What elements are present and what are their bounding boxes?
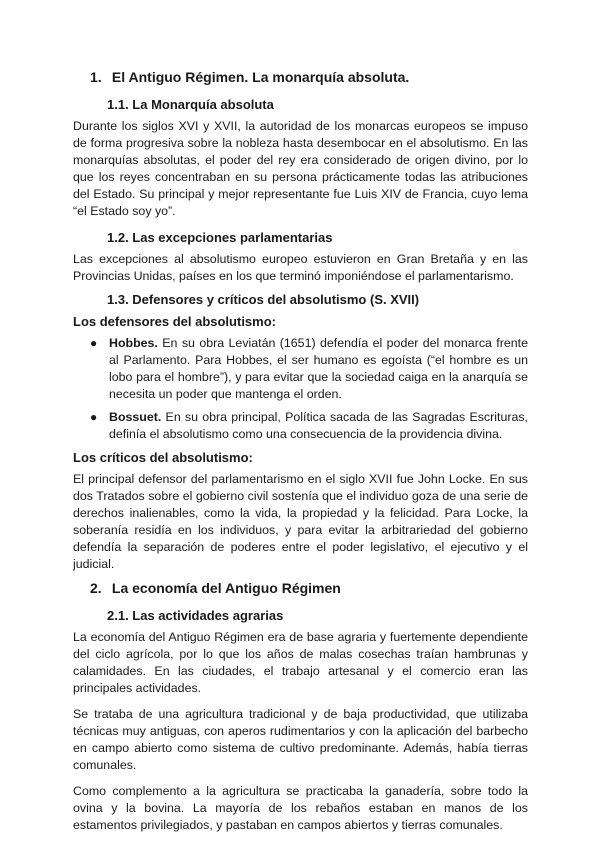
agrarian-paragraph-3: Como complemento a la agricultura se practicaba la ganadería, sobre todo la ovina y la bovina. La mayoría de los rebaños estaban en manos de los estamentos privilegiados, y pastaban en campos abiertos y tierras comunales. <box>73 784 528 832</box>
critics-paragraph: El principal defensor del parlamentarismo en el siglo XVII fue John Locke. En sus dos Tratados sobre el gobierno civil sostenía que el individuo goza de una serie de derechos inalienables, como la vida, la propiedad y la felicidad. Para Locke, la soberanía residía en los individuos, y para evitar la arbitrariedad del gobierno defendía la separación de poderes entre el poder legislativo, el ejecutivo y el judicial. <box>73 472 528 571</box>
subsection-1-3-heading: 1.3. Defensores y críticos del absolutismo (S. XVII) <box>107 292 420 307</box>
section-2-title: La economía del Antiguo Régimen <box>111 580 341 596</box>
defender-name: Hobbes. <box>109 336 158 350</box>
subsection-1-1-heading: 1.1. La Monarquía absoluta <box>107 97 274 112</box>
list-item <box>73 335 528 403</box>
defender-text: En su obra principal, Política sacada de las Sagradas Escrituras, definía el absolutismo como una consecuencia de la providencia divina. <box>109 410 528 441</box>
section-1-heading <box>90 68 528 86</box>
defender-text: En su obra Leviatán (1651) defendía el poder del monarca frente al Parlamento. Para Hobbes, el ser humano es egoísta (“el hombre es un lobo para el hombre”), y para evitar que la sociedad caiga en la anarquía se necesita un poder que mantenga el orden. <box>109 336 528 401</box>
section-1-title: El Antiguo Régimen. La monarquía absoluta. <box>111 69 410 85</box>
list-item <box>73 409 528 443</box>
critics-heading: Los críticos del absolutismo: <box>73 450 253 465</box>
section-2-heading <box>90 579 528 597</box>
agrarian-paragraph-2: Se trataba de una agricultura tradicional y de baja productividad, que utilizaba técnicas muy antiguas, con aperos rudimentarios y con la aplicación del barbecho en campo abierto como sistema de cultivo predominante. Además, había tierras comunales. <box>73 707 528 772</box>
section-2-number: 2. <box>90 580 102 596</box>
defender-name: Bossuet. <box>109 410 162 424</box>
subsection-1-1-paragraph: Durante los siglos XVI y XVII, la autoridad de los monarcas europeos se impuso de forma progresiva sobre la nobleza hasta desembocar en el absolutismo. En las monarquías absolutas, el poder del rey era considerado de origen divino, por lo que los reyes concentraban en su persona prácticamente todas las atribuciones del Estado. Su principal y mejor representante fue Luis XIV de Francia, cuyo lema “el Estado soy yo”. <box>73 119 528 218</box>
subsection-2-1-heading: 2.1. Las actividades agrarias <box>107 608 284 623</box>
subsection-1-2-heading: 1.2. Las excepciones parlamentarias <box>107 230 333 245</box>
bullet-icon: ● <box>90 336 98 350</box>
agrarian-paragraph-1: La economía del Antiguo Régimen era de base agraria y fuertemente dependiente del ciclo agrícola, por lo que los años de malas cosechas traían hambrunas y calamidades. En las ciudades, el trabajo artesanal y el comercio eran las principales actividades. <box>73 630 528 695</box>
bullet-icon: ● <box>90 410 98 424</box>
section-1-number: 1. <box>90 69 102 85</box>
defenders-heading: Los defensores del absolutismo: <box>73 314 276 329</box>
subsection-1-2-paragraph: Las excepciones al absolutismo europeo estuvieron en Gran Bretaña y en las Provincias Unidas, países en los que terminó imponiéndose el parlamentarismo. <box>73 252 528 283</box>
defenders-list <box>73 335 528 443</box>
